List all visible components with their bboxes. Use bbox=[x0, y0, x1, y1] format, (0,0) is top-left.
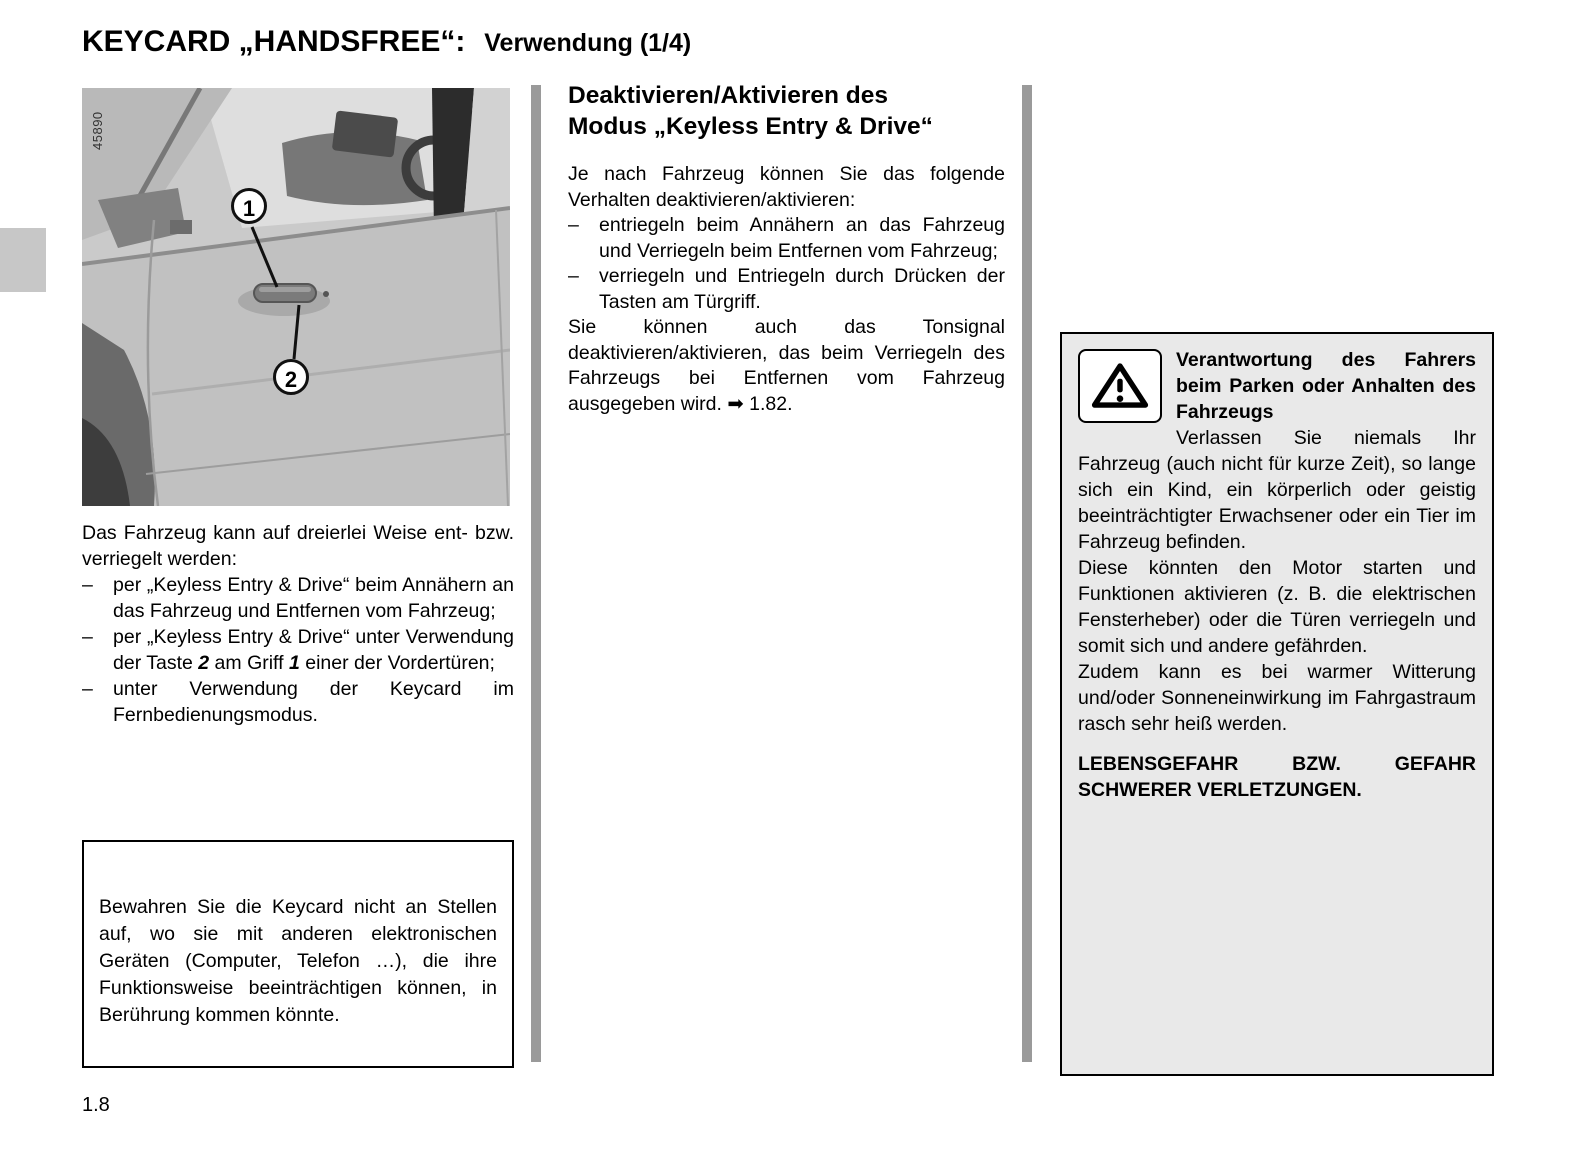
list-dash: – bbox=[568, 265, 579, 287]
middle-column bbox=[568, 80, 1005, 417]
warning-triangle-icon bbox=[1078, 349, 1162, 423]
page-title-sub: Verwendung (1/4) bbox=[484, 29, 692, 57]
cross-reference: ➡ 1.82. bbox=[727, 392, 793, 415]
list-item bbox=[82, 572, 514, 624]
body-paragraph: Je nach Fahrzeug können Sie das folgende Verhalten deaktivieren/aktivieren: bbox=[568, 163, 1005, 211]
section-heading-line2: Modus „Keyless Entry & Drive“ bbox=[568, 113, 933, 140]
list-item bbox=[82, 676, 514, 728]
section-heading bbox=[568, 80, 1005, 142]
page-number: 1.8 bbox=[82, 1094, 110, 1116]
danger-statement: LEBENSGEFAHR BZW. GEFAHR SCHWERER VERLETZUNGEN. bbox=[1078, 753, 1476, 801]
left-column bbox=[82, 520, 514, 728]
list-item bbox=[82, 624, 514, 676]
column-divider-left bbox=[531, 85, 541, 1062]
warning-triangle-glyph bbox=[1091, 361, 1149, 411]
handle-number-ref: 1 bbox=[288, 652, 300, 674]
warning-paragraph: Diese könnten den Motor starten und Funktionen aktivieren (z. B. die elektrischen Fensterheber) oder die Türen verriegeln und somit sich und andere gefährden. bbox=[1078, 557, 1476, 657]
item-text-segment: per „Keyless Entry & Drive“ unter Verwendung der Taste bbox=[113, 626, 514, 674]
list-item-text bbox=[113, 624, 514, 676]
list-dash: – bbox=[82, 574, 93, 596]
photo-reference-number: 45890 bbox=[90, 111, 105, 150]
list-dash: – bbox=[82, 626, 93, 648]
list-dash: – bbox=[82, 678, 93, 700]
callout-2-handle-button: 2 bbox=[273, 359, 309, 395]
column-divider-right bbox=[1022, 85, 1032, 1062]
list-dash: – bbox=[568, 214, 579, 236]
button-number-ref: 2 bbox=[198, 652, 210, 674]
note-box bbox=[82, 840, 514, 1068]
warning-paragraph: Verlassen Sie niemals Ihr Fahrzeug (auch nicht für kurze Zeit), so lange sich ein Kind, ein körperlich oder geistig beeinträchtigter Erwachsener oder ein Tier im Fahrzeug befinden. bbox=[1078, 427, 1476, 553]
section-heading-line1: Deaktivieren/Aktivieren des bbox=[568, 82, 889, 109]
page-title bbox=[82, 22, 691, 59]
body-paragraph bbox=[568, 315, 1005, 417]
list-item-text: unter Verwendung der Keycard im Fernbedienungsmodus. bbox=[113, 678, 514, 726]
car-door-illustration bbox=[82, 88, 510, 506]
safety-warning-box bbox=[1060, 332, 1494, 1076]
left-intro-text: Das Fahrzeug kann auf dreierlei Weise ent- bzw. verriegelt werden: bbox=[82, 522, 514, 570]
warning-paragraph: Zudem kann es bei warmer Witterung und/oder Sonneneinwirkung im Fahrgastraum rasch sehr heiß werden. bbox=[1078, 661, 1476, 735]
list-item-text: per „Keyless Entry & Drive“ beim Annähern an das Fahrzeug und Entfernen vom Fahrzeug; bbox=[113, 574, 514, 622]
page-title-main: KEYCARD „HANDSFREE“: bbox=[82, 25, 466, 58]
list-item-text: entriegeln beim Annähern an das Fahrzeug und Verriegeln beim Entfernen vom Fahrzeug; bbox=[599, 214, 1005, 262]
note-text: Bewahren Sie die Keycard nicht an Stellen auf, wo sie mit anderen elektronischen Geräten (Computer, Telefon …), die ihre Funktionsweise beeinträchtigen können, in Berührung kommen könnte. bbox=[99, 896, 497, 1026]
item-text-segment: einer der Vordertüren; bbox=[299, 652, 495, 674]
section-tab-marker bbox=[0, 228, 46, 292]
list-item bbox=[568, 213, 1005, 264]
door-photo-figure bbox=[82, 88, 510, 506]
list-item-text: verriegeln und Entriegeln durch Drücken der Tasten am Türgriff. bbox=[599, 265, 1005, 313]
callout-1-door-handle: 1 bbox=[231, 188, 267, 224]
warning-title: Verantwortung des Fahrers beim Parken oder Anhalten des Fahrzeugs bbox=[1176, 349, 1476, 423]
body-text-segment: Sie können auch das Tonsignal deaktivieren/aktivieren, das beim Verriegeln des Fahrzeugs bei Entfernen vom Fahrzeug ausgegeben wird. bbox=[568, 316, 1005, 415]
list-item bbox=[568, 264, 1005, 315]
item-text-segment: am Griff bbox=[209, 652, 289, 674]
